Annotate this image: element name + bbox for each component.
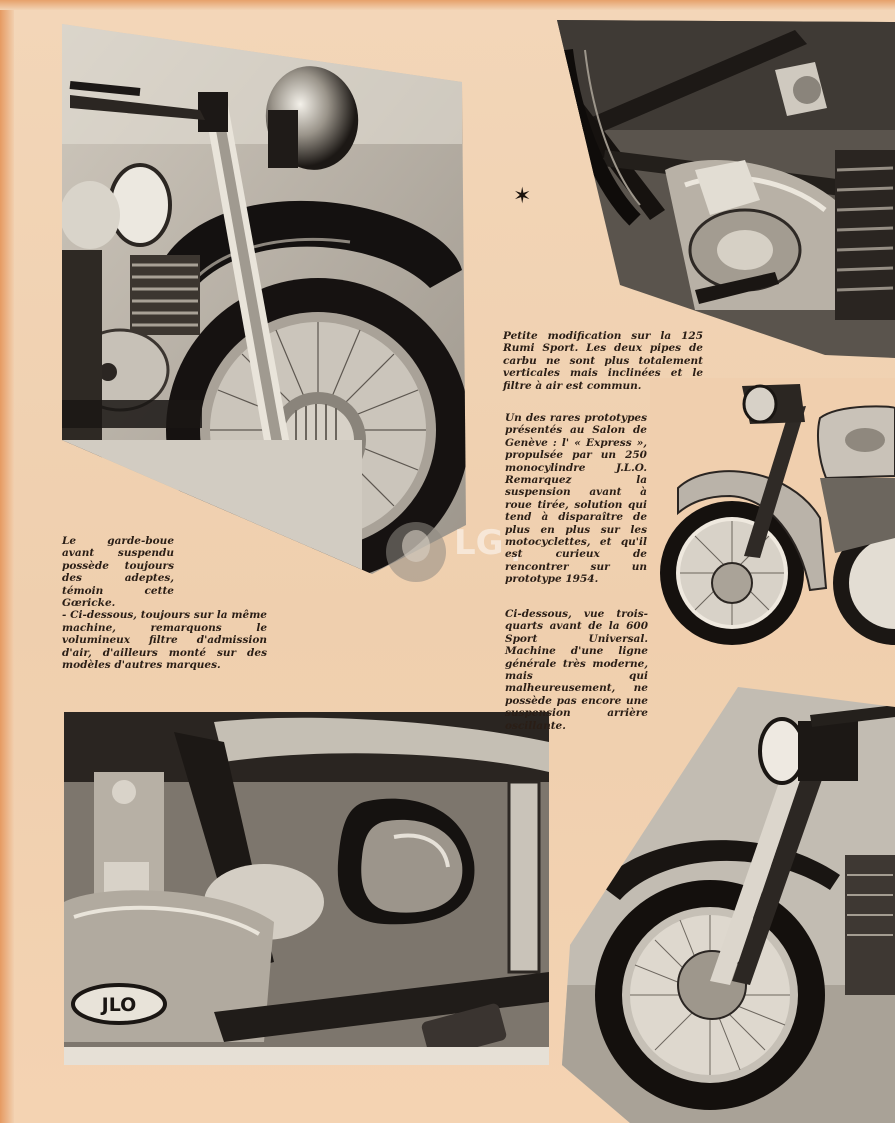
caption-goericke: [62, 535, 267, 671]
caption-sport-universal: Ci-dessous, vue trois-quarts avant de la 600 Sport Universal. Machine d'une ligne générale très moderne, mais qui malheureusement, ne possède pas encore une suspension arrière oscillante.: [505, 608, 648, 732]
caption-goericke-rest: - Ci-dessous, toujours sur la même machine, remarquons le volumineux filtre d'admission d'air, d'ailleurs monté sur des modèles d'autres marques.: [62, 609, 267, 672]
watermark-text: LG: [454, 523, 504, 563]
caption-express-prototype: Un des rares prototypes présentés au Salon de Genève : l' « Express », propulsée par un 250 monocylindre J.L.O. Remarquez la suspension avant à roue tirée, solution qui tend à disparaître de plus en plus sur les motocyclettes, et qu'il est curieux de rencontrer sur un prototype 1954.: [505, 412, 647, 586]
photo-goericke-front-fender: [0, 0, 480, 590]
star-ornament-icon: ✶: [513, 184, 532, 209]
photo-600-sport-universal: [560, 685, 895, 1123]
caption-rumi-sport: Petite modification sur la 125 Rumi Sport. Les deux pipes de carbu ne sont plus totalement verticales mais inclinées et le filtre à air est commun.: [503, 330, 703, 392]
caption-goericke-intro: Le garde-boue avant suspendu possède toujours des adeptes, témoin cette Gœricke.: [62, 535, 174, 610]
jlo-badge-text: JLO: [101, 994, 137, 1016]
photo-express-prototype: [650, 378, 895, 653]
photo-jlo-engine-air-filter: [64, 712, 549, 1065]
photo-rumi-sport-carburettors: [545, 10, 895, 360]
watermark-logo: [384, 512, 518, 608]
